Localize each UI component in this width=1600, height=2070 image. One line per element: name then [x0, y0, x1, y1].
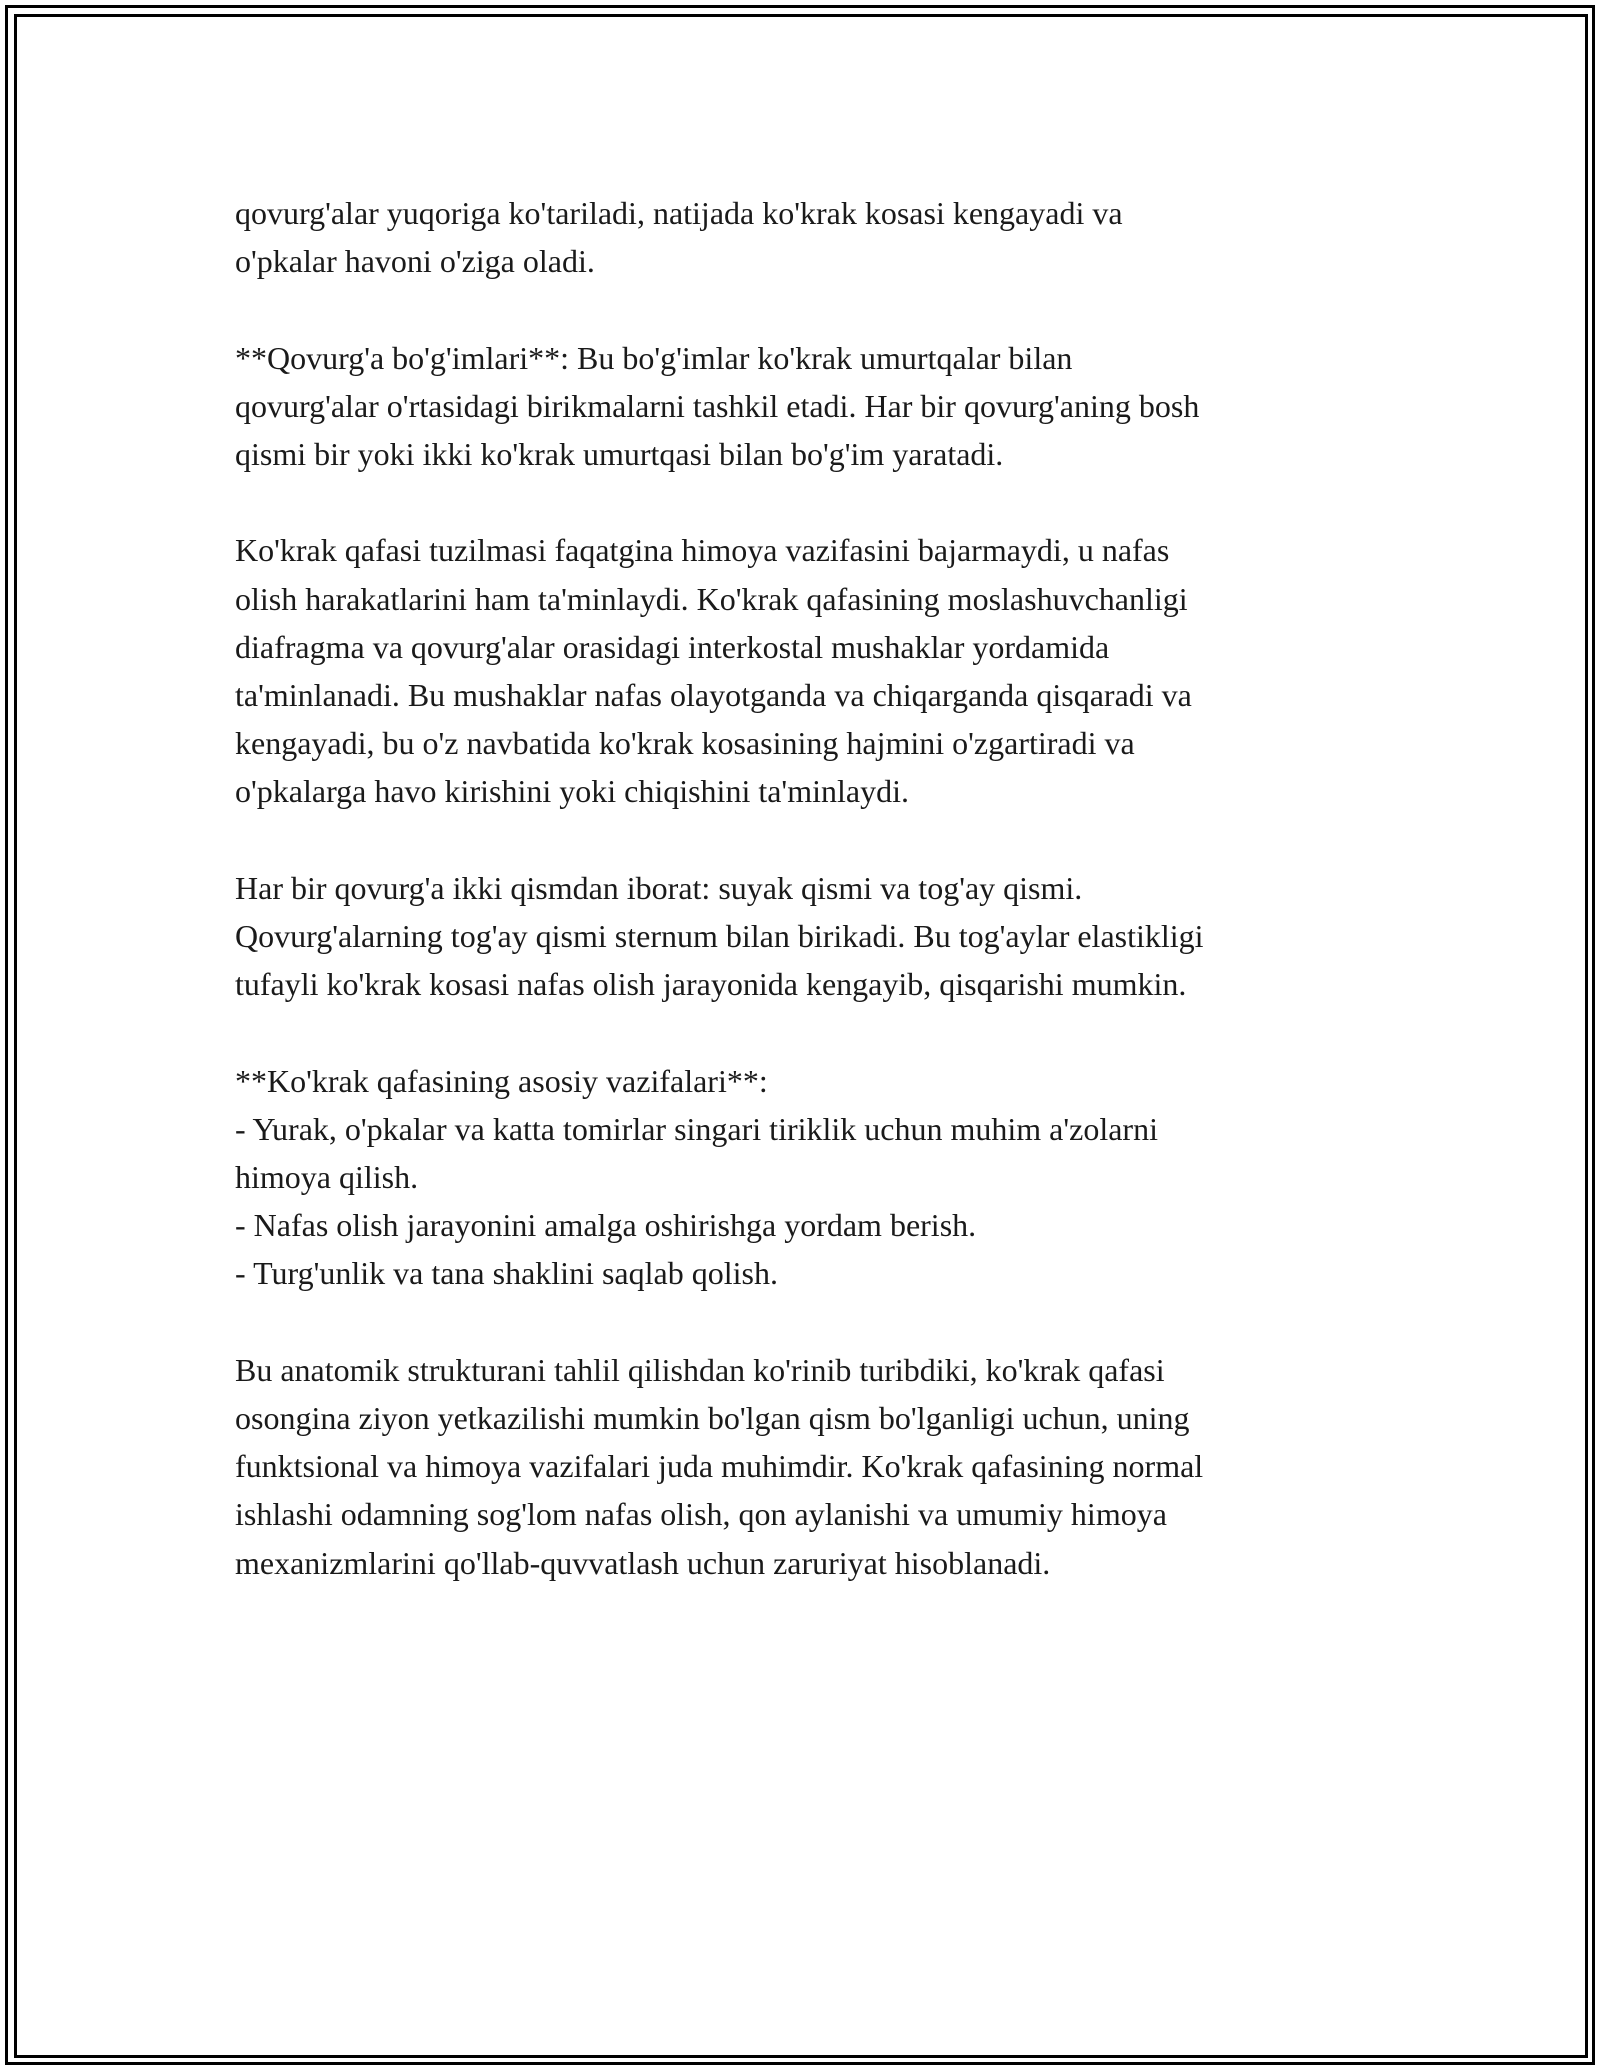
paragraph-1: [235, 189, 1385, 285]
paragraph-3: [235, 526, 1385, 815]
text-line: qovurg'alar yuqoriga ko'tariladi, natijada ko'krak kosasi kengayadi va: [235, 195, 1123, 231]
text-line: diafragma va qovurg'alar orasidagi interkostal mushaklar yordamida: [235, 628, 1110, 665]
paragraph-gap: [235, 285, 1385, 333]
text-line: ishlashi odamning sog'lom nafas olish, qon aylanishi va umumiy himoya: [235, 1496, 1167, 1533]
document-body: [235, 189, 1385, 1587]
list-item: - Yurak, o'pkalar va katta tomirlar singari tiriklik uchun muhim a'zolarni: [235, 1110, 1158, 1147]
list-item: - Nafas olish jarayonini amalga oshirishga yordam berish.: [235, 1207, 977, 1244]
text-line: qismi bir yoki ikki ko'krak umurtqasi bilan bo'g'im yaratadi.: [235, 436, 1004, 472]
text-line: tufayli ko'krak kosasi nafas olish jarayonida kengayib, qisqarishi mumkin.: [235, 966, 1187, 1003]
text-line: himoya qilish.: [235, 1159, 419, 1195]
text-line: Bu anatomik strukturani tahlil qilishdan ko'rinib turibdiki, ko'krak qafasi: [235, 1351, 1165, 1388]
paragraph-gap: [235, 1008, 1385, 1056]
text-line: ta'minlanadi. Bu mushaklar nafas olayotganda va chiqarganda qisqaradi va: [235, 677, 1192, 713]
text-line: olish harakatlarini ham ta'minlaydi. Ko'krak qafasining moslashuvchanligi: [235, 580, 1188, 617]
text-line: funktsional va himoya vazifalari juda muhimdir. Ko'krak qafasining normal: [235, 1448, 1204, 1485]
text-line: qovurg'alar o'rtasidagi birikmalarni tashkil etadi. Har bir qovurg'aning bosh: [235, 387, 1200, 424]
paragraph-gap: [235, 478, 1385, 526]
text-line: kengayadi, bu o'z navbatida ko'krak kosasining hajmini o'zgartiradi va: [235, 725, 1135, 762]
paragraph-6: [235, 1346, 1385, 1587]
paragraph-2: [235, 334, 1385, 479]
paragraph-gap: [235, 816, 1385, 864]
text-line: Ko'krak qafasi tuzilmasi faqatgina himoya vazifasini bajarmaydi, u nafas: [235, 532, 1170, 569]
text-line: **Qovurg'a bo'g'imlari**: Bu bo'g'imlar ko'krak umurtqalar bilan: [235, 339, 1073, 376]
text-line: mexanizmlarini qo'llab-quvvatlash uchun zaruriyat hisoblanadi.: [235, 1544, 1051, 1581]
text-line: **Ko'krak qafasining asosiy vazifalari**:: [235, 1062, 768, 1099]
text-line: Har bir qovurg'a ikki qismdan iborat: suyak qismi va tog'ay qismi.: [235, 869, 1083, 906]
paragraph-gap: [235, 1298, 1385, 1346]
text-line: o'pkalar havoni o'ziga oladi.: [235, 243, 595, 280]
paragraph-5: [235, 1057, 1385, 1298]
list-item: - Turg'unlik va tana shaklini saqlab qolish.: [235, 1255, 778, 1292]
paragraph-4: [235, 864, 1385, 1009]
text-line: o'pkalarga havo kirishini yoki chiqishini ta'minlaydi.: [235, 773, 909, 810]
text-line: osongina ziyon yetkazilishi mumkin bo'lgan qism bo'lganligi uchun, uning: [235, 1400, 1190, 1436]
text-line: Qovurg'alarning tog'ay qismi sternum bilan birikadi. Bu tog'aylar elastikligi: [235, 918, 1204, 954]
